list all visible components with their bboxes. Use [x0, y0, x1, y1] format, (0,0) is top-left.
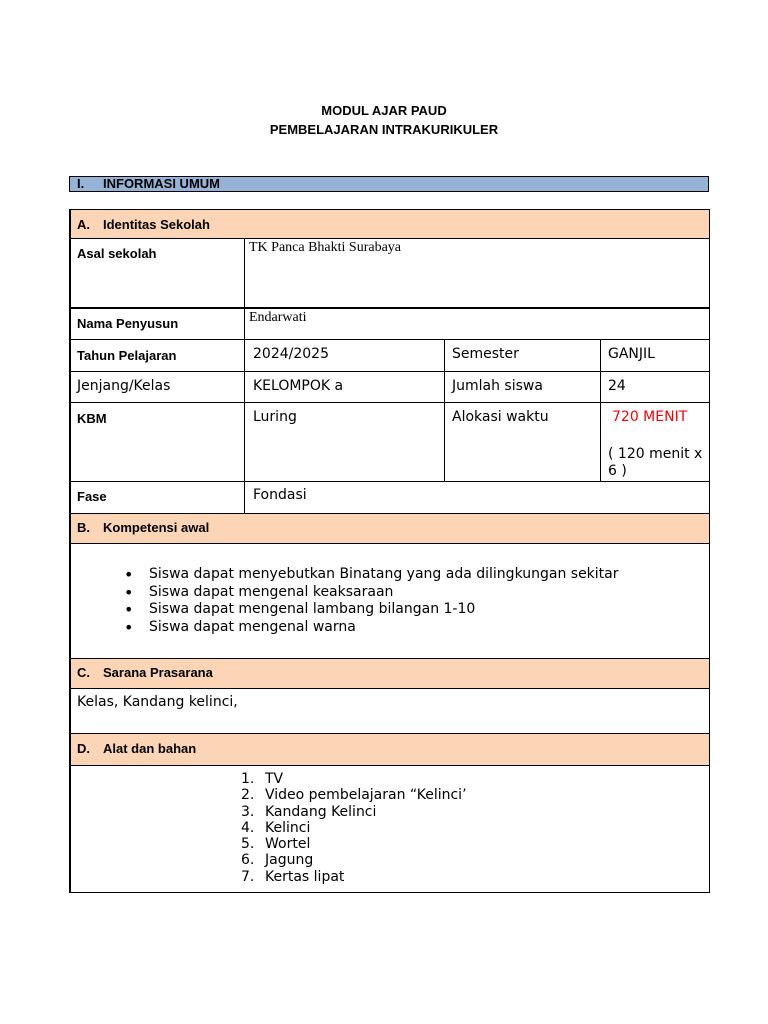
section-letter: A. [77, 217, 90, 232]
section-letter: B. [77, 520, 90, 535]
kbm-label: KBM [77, 411, 107, 426]
list-item: 3. Kandang Kelinci [241, 803, 377, 820]
section-title: INFORMASI UMUM [103, 176, 220, 191]
row-line [69, 238, 710, 239]
section-title: Identitas Sekolah [103, 217, 210, 232]
list-item: 6. Jagung [241, 852, 314, 869]
col-line [600, 339, 601, 481]
col-line [444, 339, 445, 481]
row-line [69, 308, 710, 309]
row-line [69, 481, 710, 482]
tahun-pelajaran-label: Tahun Pelajaran [77, 348, 177, 363]
tahun-pelajaran-value: 2024/2025 [253, 346, 329, 362]
fase-value: Fondasi [253, 487, 307, 503]
alokasi-detail: 6 ) [608, 463, 627, 479]
kompetensi-list [124, 566, 619, 636]
section-title: Kompetensi awal [103, 520, 210, 535]
sarana-content: Kelas, Kandang kelinci, [77, 694, 238, 710]
row-line [69, 402, 710, 403]
semester-value: GANJIL [608, 346, 655, 362]
list-item: 4. Kelinci [241, 819, 311, 836]
section-letter: D. [77, 741, 90, 756]
table-border-left-inner [70, 209, 71, 893]
document-subtitle: PEMBELAJARAN INTRAKURIKULER [269, 122, 499, 137]
jumlah-siswa-value: 24 [608, 378, 626, 394]
asal-sekolah-label: Asal sekolah [77, 246, 157, 261]
list-item: 1. TV [241, 771, 284, 787]
alokasi-waktu-label: Alokasi waktu [452, 409, 549, 425]
list-item: 5. Wortel [241, 836, 311, 853]
list-item: 7. Kertas lipat [241, 868, 345, 885]
row-line [69, 688, 710, 689]
row-line [69, 371, 710, 372]
row-line [69, 765, 710, 766]
alokasi-waktu-value: 720 MENIT [612, 409, 688, 425]
kbm-value: Luring [253, 409, 297, 425]
section-title: Alat dan bahan [103, 741, 197, 756]
list-item: • Siswa dapat mengenal warna [124, 619, 619, 637]
alokasi-detail: ( 120 menit x [608, 446, 703, 462]
list-item: • Siswa dapat menyebutkan Binatang yang ada dilingkungan sekitar [124, 566, 619, 584]
row-line [69, 513, 710, 514]
table-border-right [709, 209, 710, 893]
fase-label: Fase [77, 489, 107, 504]
jenjang-kelas-label: Jenjang/Kelas [77, 378, 171, 394]
list-item: • Siswa dapat mengenal lambang bilangan 1-10 [124, 601, 619, 619]
row-line [69, 209, 710, 210]
row-line [69, 892, 710, 893]
alat-bahan-list [241, 771, 467, 885]
nama-penyusun-value: Endarwati [249, 310, 307, 325]
col-line [244, 238, 245, 513]
jenjang-kelas-value: KELOMPOK a [253, 378, 344, 394]
jumlah-siswa-label: Jumlah siswa [452, 378, 543, 394]
section-informasi-umum-bar [69, 176, 709, 192]
row-line [69, 543, 710, 544]
list-item: 2. Video pembelajaran “Kelinci’ [241, 787, 467, 804]
section-letter: C. [77, 665, 90, 680]
semester-label: Semester [452, 346, 519, 362]
section-title: Sarana Prasarana [103, 665, 213, 680]
document-title: MODUL AJAR PAUD [321, 103, 447, 118]
nama-penyusun-label: Nama Penyusun [77, 316, 179, 331]
row-line [69, 339, 710, 340]
row-line [69, 733, 710, 734]
asal-sekolah-value: TK Panca Bhakti Surabaya [249, 240, 402, 255]
row-line [69, 658, 710, 659]
section-number: I. [77, 176, 85, 191]
list-item: • Siswa dapat mengenal keaksaraan [124, 584, 619, 602]
